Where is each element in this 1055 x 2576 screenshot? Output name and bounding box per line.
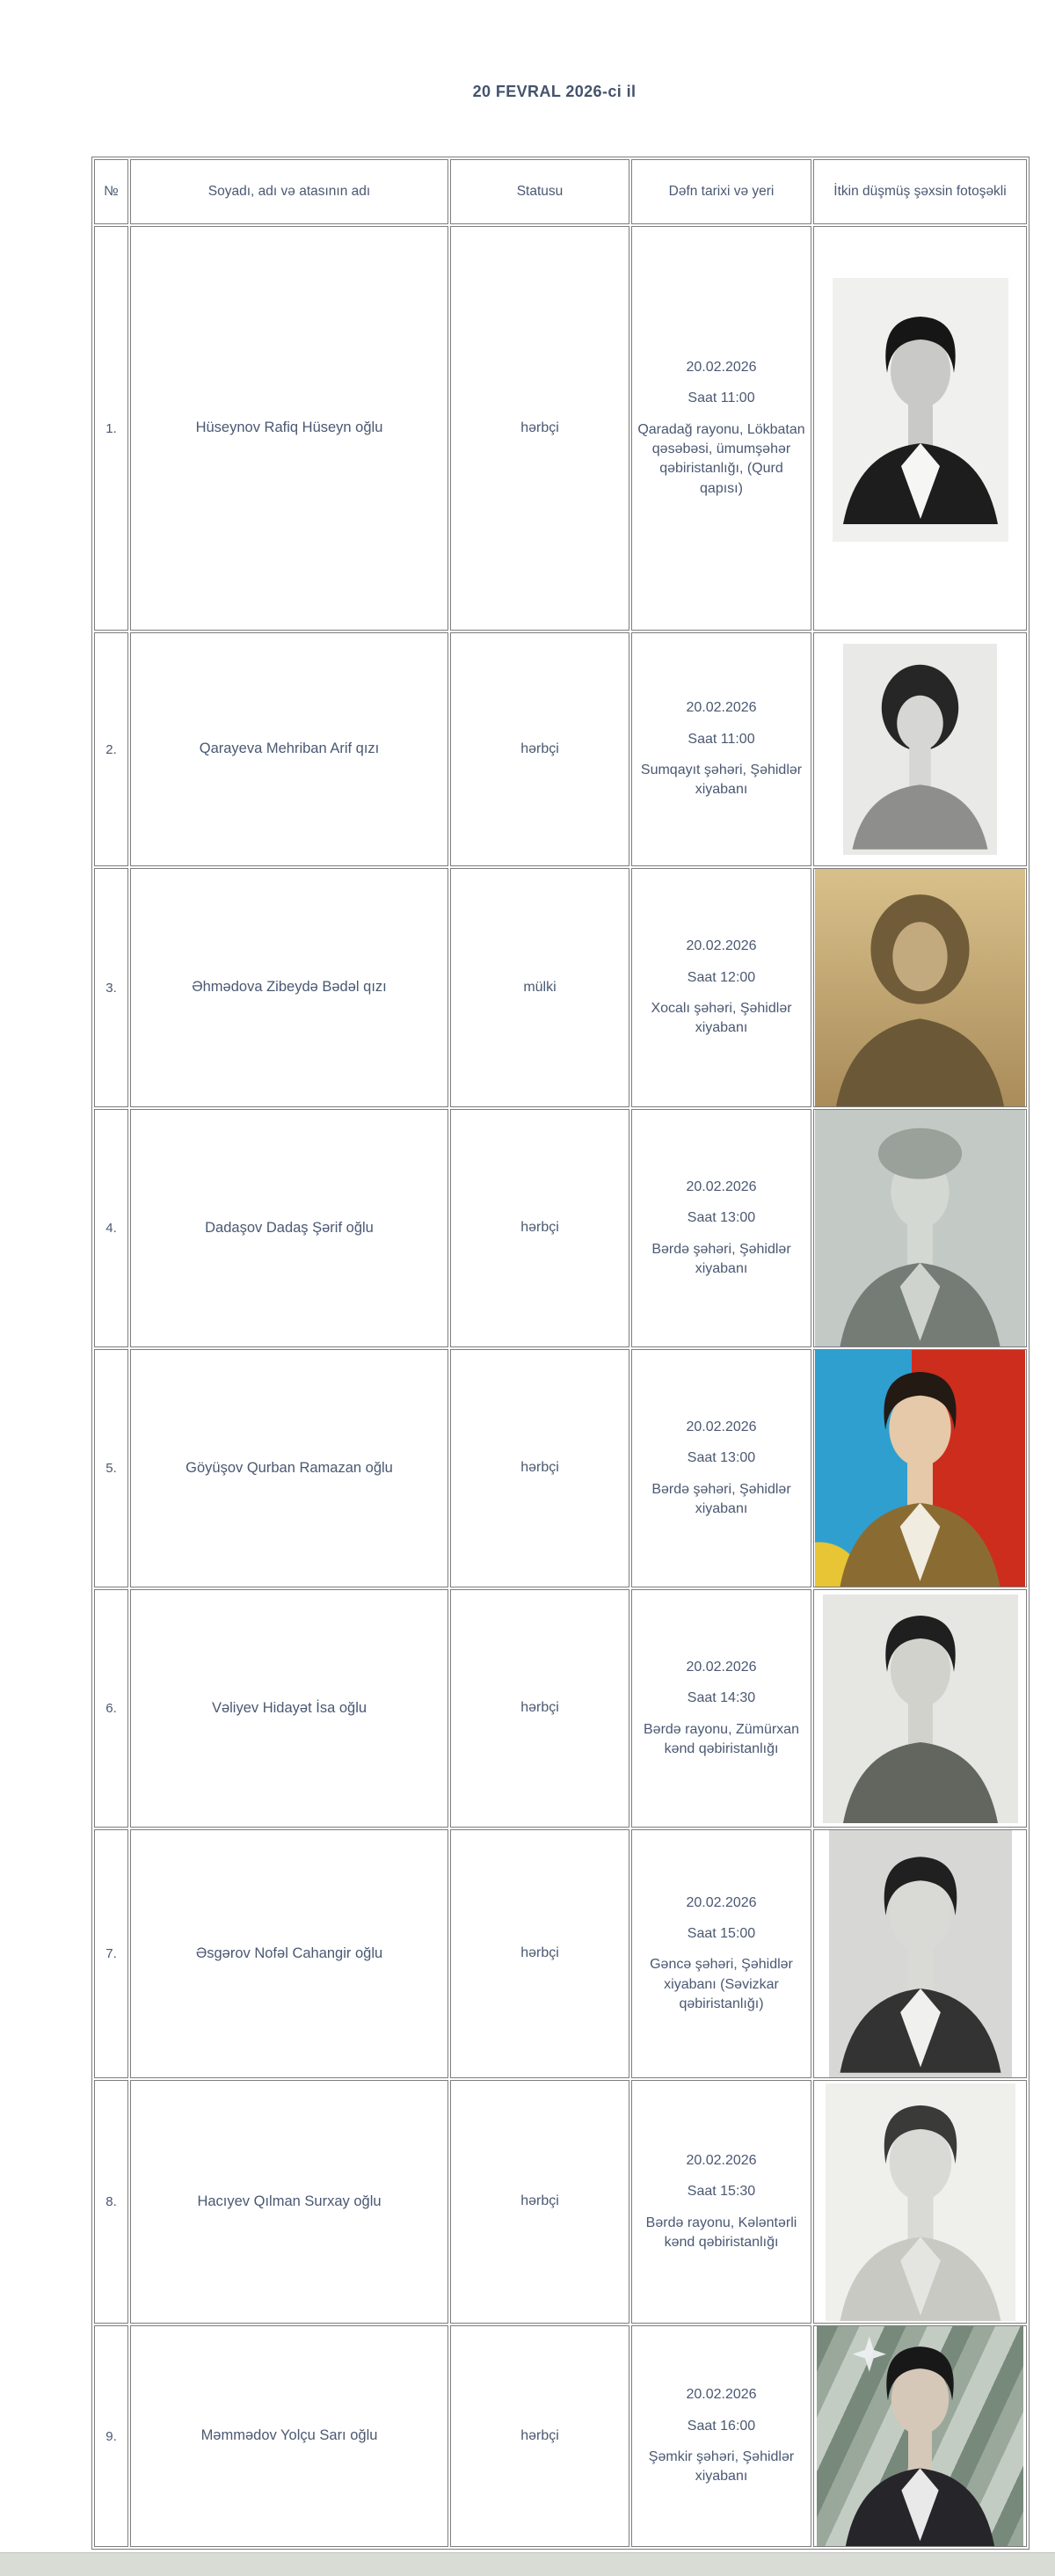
name-cell: Vəliyev Hidayət İsa oğlu — [130, 1589, 448, 1828]
burial-place: Xocalı şəhəri, Şəhidlər xiyabanı — [651, 1001, 792, 1036]
burial-place: Sumqayıt şəhəri, Şəhidlər xiyabanı — [640, 763, 803, 798]
burial-cell — [631, 1349, 811, 1587]
burial-date: 20.02.2026 — [686, 2152, 757, 2168]
flag-star-icon — [853, 2337, 886, 2372]
portrait-photo — [815, 869, 1025, 1106]
header-number: № — [94, 159, 128, 224]
burial-time: Saat 12:00 — [687, 969, 756, 985]
status-cell: hərbçi — [450, 1109, 629, 1347]
burial-date: 20.02.2026 — [686, 700, 757, 716]
row-number-cell: 2. — [94, 632, 128, 866]
status-cell: hərbçi — [450, 1829, 629, 2078]
header-name: Soyadı, adı və atasının adı — [130, 159, 448, 224]
table-row — [94, 226, 1027, 631]
portrait-photo — [815, 1350, 1025, 1587]
photo-cell — [813, 1589, 1027, 1828]
status-cell: mülki — [450, 868, 629, 1107]
page-title: 20 FEVRAL 2026-ci il — [472, 83, 637, 100]
table-row — [94, 2080, 1027, 2324]
name-cell: Göyüşov Qurban Ramazan oğlu — [130, 1349, 448, 1587]
table-header-row — [94, 159, 1027, 224]
photo-cell — [813, 1109, 1027, 1347]
person-silhouette-icon — [815, 1110, 1025, 1346]
burial-time: Saat 14:30 — [687, 1690, 756, 1706]
row-number-cell: 1. — [94, 226, 128, 631]
row-number-cell: 8. — [94, 2080, 128, 2324]
burial-cell — [631, 1589, 811, 1828]
burial-cell — [631, 868, 811, 1107]
person-silhouette-icon — [823, 1594, 1018, 1823]
status-cell: hərbçi — [450, 1349, 629, 1587]
portrait-photo — [826, 2083, 1015, 2321]
row-number-cell: 9. — [94, 2325, 128, 2547]
burial-time: Saat 11:00 — [688, 390, 755, 406]
portrait-photo — [823, 1594, 1018, 1823]
table-row — [94, 632, 1027, 866]
table-row — [94, 1349, 1027, 1587]
status-cell: hərbçi — [450, 226, 629, 631]
burial-cell — [631, 226, 811, 631]
status-cell: hərbçi — [450, 632, 629, 866]
person-silhouette-icon — [815, 869, 1025, 1106]
header-status: Statusu — [450, 159, 629, 224]
name-cell: Əsgərov Nofəl Cahangir oğlu — [130, 1829, 448, 2078]
table-row — [94, 2325, 1027, 2547]
portrait-photo — [817, 2326, 1023, 2546]
person-silhouette-icon — [829, 1830, 1012, 2077]
burial-date: 20.02.2026 — [686, 1659, 757, 1675]
photo-cell — [813, 226, 1027, 631]
name-cell: Qarayeva Mehriban Arif qızı — [130, 632, 448, 866]
name-cell: Hacıyev Qılman Surxay oğlu — [130, 2080, 448, 2324]
photo-cell — [813, 868, 1027, 1107]
table-row — [94, 1109, 1027, 1347]
status-cell: hərbçi — [450, 2325, 629, 2547]
burial-place: Gəncə şəhəri, Şəhidlər xiyabanı (Səvizkar qəbiristanlığı) — [650, 1957, 793, 2012]
burial-place: Qaradağ rayonu, Lökbatan qəsəbəsi, ümumşəhər qəbiristanlığı, (Qurd qapısı) — [637, 421, 805, 496]
burial-time: Saat 11:00 — [688, 731, 755, 747]
burial-time: Saat 15:00 — [687, 1925, 756, 1941]
status-cell: hərbçi — [450, 1589, 629, 1828]
burial-cell — [631, 1829, 811, 2078]
portrait-photo — [833, 278, 1008, 542]
photo-cell — [813, 2080, 1027, 2324]
burial-date: 20.02.2026 — [686, 1179, 757, 1194]
burial-place: Bərdə şəhəri, Şəhidlər xiyabanı — [651, 1481, 791, 1516]
burial-cell — [631, 2325, 811, 2547]
burial-time: Saat 16:00 — [687, 2418, 756, 2434]
row-number-cell: 3. — [94, 868, 128, 1107]
row-number-cell: 5. — [94, 1349, 128, 1587]
status-cell: hərbçi — [450, 2080, 629, 2324]
photo-cell — [813, 632, 1027, 866]
table-row — [94, 1589, 1027, 1828]
name-cell: Əhmədova Zibeydə Bədəl qızı — [130, 868, 448, 1107]
burial-time: Saat 13:00 — [687, 1450, 756, 1466]
burial-date: 20.02.2026 — [686, 1419, 757, 1434]
missing-persons-table — [91, 157, 1030, 2550]
burial-time: Saat 13:00 — [687, 1210, 756, 1226]
row-number-cell: 4. — [94, 1109, 128, 1347]
person-silhouette-icon — [833, 278, 1008, 542]
name-cell: Hüseynov Rafiq Hüseyn oğlu — [130, 226, 448, 631]
row-number-cell: 6. — [94, 1589, 128, 1828]
portrait-photo — [843, 644, 997, 855]
burial-place: Bərdə şəhəri, Şəhidlər xiyabanı — [651, 1241, 791, 1276]
row-number-cell: 7. — [94, 1829, 128, 2078]
burial-date: 20.02.2026 — [686, 2387, 757, 2403]
person-silhouette-icon — [815, 1350, 1025, 1587]
burial-date: 20.02.2026 — [686, 359, 757, 375]
person-silhouette-icon — [826, 2083, 1015, 2321]
burial-date: 20.02.2026 — [686, 1894, 757, 1910]
table-row — [94, 1829, 1027, 2078]
photo-cell — [813, 1349, 1027, 1587]
photo-cell — [813, 2325, 1027, 2547]
burial-cell — [631, 632, 811, 866]
person-silhouette-icon — [843, 644, 997, 855]
burial-date: 20.02.2026 — [686, 938, 757, 954]
header-burial: Dəfn tarixi və yeri — [631, 159, 811, 224]
portrait-photo — [815, 1110, 1025, 1346]
name-cell: Məmmədov Yolçu Sarı oğlu — [130, 2325, 448, 2547]
burial-place: Bərdə rayonu, Kələntərli kənd qəbiristanlığı — [645, 2215, 797, 2250]
burial-time: Saat 15:30 — [687, 2184, 756, 2200]
table-row — [94, 868, 1027, 1107]
photo-cell — [813, 1829, 1027, 2078]
name-cell: Dadaşov Dadaş Şərif oğlu — [130, 1109, 448, 1347]
burial-cell — [631, 1109, 811, 1347]
burial-cell — [631, 2080, 811, 2324]
page-bottom-strip — [0, 2552, 1055, 2576]
portrait-photo — [829, 1830, 1012, 2077]
burial-place: Bərdə rayonu, Zümürxan kənd qəbiristanlığı — [644, 1721, 799, 1756]
person-silhouette-icon — [817, 2326, 1023, 2546]
burial-place: Şəmkir şəhəri, Şəhidlər xiyabanı — [648, 2449, 795, 2485]
header-photo: İtkin düşmüş şəxsin fotoşəkli — [813, 159, 1027, 224]
